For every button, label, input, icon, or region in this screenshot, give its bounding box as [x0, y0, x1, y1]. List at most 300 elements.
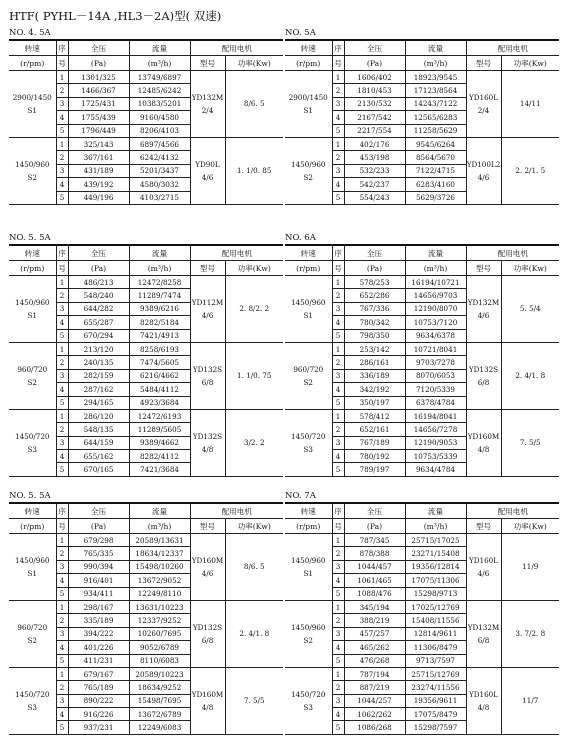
header-pressure: 全压 [68, 503, 129, 519]
pressure-cell: 578/253 [344, 276, 405, 289]
seq-cell: 3 [56, 302, 68, 315]
header-model: 型号 [190, 519, 225, 534]
seq-cell: 3 [332, 694, 344, 707]
fan-performance-table [285, 502, 559, 735]
table-label: NO. 5A [285, 28, 316, 38]
motor-model: YD132S [468, 364, 499, 374]
pressure-cell: 679/298 [68, 534, 129, 547]
flow-cell: 15498/10260 [129, 560, 190, 573]
pressure-cell: 765/335 [68, 547, 129, 560]
speed-cell [9, 342, 56, 409]
fan-performance-table [285, 39, 559, 205]
header-seq-2: 号 [56, 519, 68, 534]
seq-cell: 2 [56, 356, 68, 369]
flow-cell: 23274/11556 [405, 681, 466, 694]
seq-cell: 4 [332, 708, 344, 721]
flow-cell: 8282/4112 [129, 450, 190, 463]
stage-label: S3 [303, 444, 313, 454]
seq-cell: 1 [56, 137, 68, 150]
motor-model-cell [466, 137, 501, 204]
table-row [285, 342, 559, 355]
header-seq: 序 [56, 245, 68, 261]
pressure-cell: 780/342 [344, 316, 405, 329]
motor-poles: 4/6 [201, 172, 214, 182]
table-row [9, 276, 283, 289]
header-seq-2: 号 [332, 56, 344, 71]
header-power: 功率(Kw) [501, 56, 559, 71]
motor-poles: 4/6 [201, 568, 214, 578]
seq-cell: 3 [56, 627, 68, 640]
seq-cell: 3 [56, 436, 68, 449]
seq-cell: 5 [332, 191, 344, 204]
seq-cell: 2 [56, 681, 68, 694]
speed-cell [9, 534, 56, 601]
motor-poles: 6/8 [201, 377, 214, 387]
seq-cell: 3 [332, 627, 344, 640]
flow-cell: 17075/8479 [405, 708, 466, 721]
pressure-cell: 644/159 [68, 436, 129, 449]
seq-cell: 3 [56, 164, 68, 177]
speed-value: 1450/960 [291, 297, 326, 307]
stage-label: S1 [303, 568, 313, 578]
seq-cell: 5 [332, 463, 344, 476]
flow-cell: 13672/6789 [129, 708, 190, 721]
table-label: NO. 5. 5A [9, 233, 51, 243]
motor-model-cell [466, 600, 501, 667]
header-flow: 流量 [129, 503, 190, 519]
pressure-cell: 887/219 [344, 681, 405, 694]
pressure-cell: 798/350 [344, 329, 405, 342]
pressure-cell: 298/167 [68, 600, 129, 613]
header-power: 功率(Kw) [225, 519, 283, 534]
header-pressure: 全压 [344, 503, 405, 519]
pressure-cell: 652/161 [344, 423, 405, 436]
seq-cell: 2 [332, 356, 344, 369]
motor-poles: 2/4 [201, 105, 214, 115]
flow-cell: 9634/4784 [405, 463, 466, 476]
pressure-cell: 532/233 [344, 164, 405, 177]
stage-label: S2 [27, 635, 37, 645]
motor-model-cell [190, 342, 225, 409]
flow-cell: 7474/5605 [129, 356, 190, 369]
speed-cell [285, 409, 332, 476]
seq-cell: 2 [56, 84, 68, 97]
seq-cell: 1 [56, 600, 68, 613]
header-seq: 序 [56, 503, 68, 519]
motor-poles: 2/4 [477, 105, 490, 115]
pressure-cell: 367/161 [68, 151, 129, 164]
fan-table-block [285, 27, 559, 205]
header-seq-2: 号 [56, 261, 68, 276]
speed-value: 1450/960 [15, 159, 50, 169]
stage-label: S2 [27, 377, 37, 387]
motor-power-cell: 11/7 [501, 667, 559, 734]
pressure-cell: 411/231 [68, 654, 129, 667]
pressure-cell: 345/194 [344, 600, 405, 613]
seq-cell: 3 [332, 436, 344, 449]
header-model: 型号 [466, 519, 501, 534]
seq-cell: 1 [56, 71, 68, 84]
table-row [285, 276, 559, 289]
motor-power-cell: 2. 4/1. 8 [501, 342, 559, 409]
motor-model-cell [190, 600, 225, 667]
stage-label: S2 [303, 635, 313, 645]
flow-cell: 23271/15408 [405, 547, 466, 560]
header-power: 功率(Kw) [225, 56, 283, 71]
table-row [9, 137, 283, 150]
header-seq-2: 号 [332, 519, 344, 534]
seq-cell: 4 [56, 383, 68, 396]
seq-cell: 3 [332, 302, 344, 315]
header-seq-2: 号 [56, 56, 68, 71]
pressure-cell: 286/120 [68, 409, 129, 422]
flow-cell: 12485/6242 [129, 84, 190, 97]
pressure-cell: 457/257 [344, 627, 405, 640]
header-pressure-unit: (Pa) [344, 261, 405, 276]
seq-cell: 4 [332, 111, 344, 124]
seq-cell: 3 [332, 560, 344, 573]
header-seq: 序 [332, 40, 344, 56]
page-title: HTF( PYHL－14A ,HL3－2A)型( 双速) [9, 9, 222, 23]
seq-cell: 5 [332, 721, 344, 734]
pressure-cell: 916/226 [68, 708, 129, 721]
motor-poles: 4/8 [201, 444, 214, 454]
motor-model: YD90L [195, 159, 220, 169]
motor-model: YD132M [191, 92, 224, 102]
flow-cell: 10753/7120 [405, 316, 466, 329]
pressure-cell: 253/142 [344, 342, 405, 355]
table-label: NO. 7A [285, 491, 316, 501]
seq-cell: 3 [332, 369, 344, 382]
flow-cell: 25715/12769 [405, 667, 466, 680]
flow-cell: 9713/7597 [405, 654, 466, 667]
seq-cell: 5 [56, 396, 68, 409]
header-seq-2: 号 [332, 261, 344, 276]
fan-table-block [9, 232, 283, 477]
header-flow: 流量 [405, 40, 466, 56]
header-pressure: 全压 [344, 245, 405, 261]
flow-cell: 14243/7122 [405, 97, 466, 110]
header-model: 型号 [190, 261, 225, 276]
motor-power-cell: 8/6. 5 [225, 71, 283, 138]
motor-model: YD132S [192, 431, 223, 441]
flow-cell: 12565/6283 [405, 111, 466, 124]
pressure-cell: 1810/453 [344, 84, 405, 97]
flow-cell: 6897/4566 [129, 137, 190, 150]
flow-cell: 16194/10721 [405, 276, 466, 289]
seq-cell: 3 [56, 97, 68, 110]
speed-cell [285, 342, 332, 409]
seq-cell: 3 [332, 97, 344, 110]
pressure-cell: 787/345 [344, 534, 405, 547]
pressure-cell: 1466/367 [68, 84, 129, 97]
pressure-cell: 1088/476 [344, 587, 405, 600]
header-speed-unit: (r/pm) [285, 519, 332, 534]
flow-cell: 12249/8110 [129, 587, 190, 600]
motor-poles: 6/8 [477, 377, 490, 387]
seq-cell: 5 [332, 396, 344, 409]
flow-cell: 10260/7695 [129, 627, 190, 640]
header-flow: 流量 [405, 503, 466, 519]
pressure-cell: 990/394 [68, 560, 129, 573]
flow-cell: 10753/5339 [405, 450, 466, 463]
fan-performance-table [9, 502, 283, 735]
pressure-cell: 548/240 [68, 289, 129, 302]
motor-model: YD160M [191, 689, 224, 699]
header-flow-unit: (m³/h) [129, 56, 190, 71]
motor-poles: 4/6 [477, 310, 490, 320]
speed-value: 1450/720 [15, 689, 50, 699]
flow-cell: 9160/4580 [129, 111, 190, 124]
flow-cell: 19356/9611 [405, 694, 466, 707]
motor-power-cell: 14/11 [501, 71, 559, 138]
header-power: 功率(Kw) [225, 261, 283, 276]
flow-cell: 15298/7597 [405, 721, 466, 734]
motor-power-cell: 1. 1/0. 85 [225, 137, 283, 204]
flow-cell: 17025/12769 [405, 600, 466, 613]
flow-cell: 9703/7278 [405, 356, 466, 369]
header-flow: 流量 [405, 245, 466, 261]
pressure-cell: 465/262 [344, 641, 405, 654]
pressure-cell: 335/189 [68, 614, 129, 627]
seq-cell: 2 [332, 151, 344, 164]
seq-cell: 5 [56, 329, 68, 342]
speed-value: 1450/720 [291, 689, 326, 699]
header-pressure: 全压 [68, 40, 129, 56]
header-flow-unit: (m³/h) [129, 261, 190, 276]
flow-cell: 7122/4715 [405, 164, 466, 177]
seq-cell: 2 [332, 84, 344, 97]
speed-cell [285, 71, 332, 138]
flow-cell: 8110/6083 [129, 654, 190, 667]
header-speed: 转速 [285, 503, 332, 519]
seq-cell: 1 [332, 409, 344, 422]
header-seq: 序 [332, 245, 344, 261]
seq-cell: 1 [332, 600, 344, 613]
seq-cell: 4 [56, 316, 68, 329]
motor-model-cell [466, 534, 501, 601]
pressure-cell: 1044/457 [344, 560, 405, 573]
motor-power-cell: 5. 5/4 [501, 276, 559, 343]
flow-cell: 6378/4784 [405, 396, 466, 409]
pressure-cell: 767/189 [344, 436, 405, 449]
header-speed-unit: (r/pm) [285, 56, 332, 71]
seq-cell: 5 [56, 587, 68, 600]
header-flow-unit: (m³/h) [405, 519, 466, 534]
motor-model: YD132M [467, 622, 500, 632]
pressure-cell: 644/282 [68, 302, 129, 315]
table-row [9, 667, 283, 680]
pressure-cell: 554/243 [344, 191, 405, 204]
motor-model: YD160L [469, 555, 498, 565]
seq-cell: 5 [56, 191, 68, 204]
speed-cell [9, 71, 56, 138]
seq-cell: 2 [332, 289, 344, 302]
motor-power-cell: 2. 8/2. 2 [225, 276, 283, 343]
stage-label: S2 [303, 377, 313, 387]
seq-cell: 1 [56, 409, 68, 422]
flow-cell: 20589/13631 [129, 534, 190, 547]
header-pressure-unit: (Pa) [68, 261, 129, 276]
pressure-cell: 325/143 [68, 137, 129, 150]
header-speed-unit: (r/pm) [9, 519, 56, 534]
stage-label: S1 [27, 568, 37, 578]
flow-cell: 5484/4112 [129, 383, 190, 396]
pressure-cell: 350/197 [344, 396, 405, 409]
pressure-cell: 780/192 [344, 450, 405, 463]
pressure-cell: 394/222 [68, 627, 129, 640]
seq-cell: 5 [56, 463, 68, 476]
motor-poles: 4/8 [201, 702, 214, 712]
fan-table-block [9, 27, 283, 205]
seq-cell: 4 [56, 641, 68, 654]
seq-cell: 2 [56, 547, 68, 560]
table-label: NO. 4. 5A [9, 28, 51, 38]
pressure-cell: 240/135 [68, 356, 129, 369]
speed-value: 2900/1450 [12, 92, 52, 102]
motor-poles: 6/8 [477, 635, 490, 645]
motor-poles: 4/6 [201, 310, 214, 320]
table-row [285, 137, 559, 150]
header-model: 型号 [190, 56, 225, 71]
motor-model: YD132S [192, 622, 223, 632]
motor-model-cell [190, 137, 225, 204]
header-flow: 流量 [129, 40, 190, 56]
pressure-cell: 294/165 [68, 396, 129, 409]
flow-cell: 14656/7278 [405, 423, 466, 436]
flow-cell: 9545/6264 [405, 137, 466, 150]
motor-power-cell: 8/6. 5 [225, 534, 283, 601]
table-row [285, 534, 559, 547]
flow-cell: 4580/3032 [129, 178, 190, 191]
table-label: NO. 5. 5A [9, 491, 51, 501]
seq-cell: 5 [332, 587, 344, 600]
flow-cell: 15498/7695 [129, 694, 190, 707]
flow-cell: 4923/3684 [129, 396, 190, 409]
seq-cell: 3 [56, 560, 68, 573]
motor-power-cell: 11/9 [501, 534, 559, 601]
flow-cell: 12472/6193 [129, 409, 190, 422]
flow-cell: 12190/9053 [405, 436, 466, 449]
flow-cell: 11289/7474 [129, 289, 190, 302]
flow-cell: 20589/10223 [129, 667, 190, 680]
header-pressure-unit: (Pa) [68, 56, 129, 71]
header-power: 功率(Kw) [501, 261, 559, 276]
seq-cell: 4 [332, 450, 344, 463]
seq-cell: 5 [332, 124, 344, 137]
seq-cell: 1 [56, 342, 68, 355]
flow-cell: 16194/8041 [405, 409, 466, 422]
motor-model-cell [466, 71, 501, 138]
speed-cell [9, 600, 56, 667]
flow-cell: 13672/9052 [129, 574, 190, 587]
flow-cell: 7421/3684 [129, 463, 190, 476]
pressure-cell: 439/192 [68, 178, 129, 191]
pressure-cell: 282/159 [68, 369, 129, 382]
stage-label: S2 [303, 172, 313, 182]
motor-poles: 4/6 [477, 568, 490, 578]
stage-label: S1 [27, 310, 37, 320]
pressure-cell: 286/161 [344, 356, 405, 369]
flow-cell: 6242/4132 [129, 151, 190, 164]
fan-table-block [285, 490, 559, 735]
pressure-cell: 213/120 [68, 342, 129, 355]
speed-cell [285, 276, 332, 343]
seq-cell: 1 [332, 137, 344, 150]
motor-model-cell [190, 667, 225, 734]
header-speed: 转速 [9, 245, 56, 261]
speed-value: 1450/720 [15, 431, 50, 441]
table-row [285, 71, 559, 84]
pressure-cell: 1086/268 [344, 721, 405, 734]
header-flow-unit: (m³/h) [129, 519, 190, 534]
flow-cell: 7421/4913 [129, 329, 190, 342]
stage-label: S3 [303, 702, 313, 712]
flow-cell: 18634/9252 [129, 681, 190, 694]
seq-cell: 4 [332, 641, 344, 654]
pressure-cell: 787/194 [344, 667, 405, 680]
pressure-cell: 1725/431 [68, 97, 129, 110]
seq-cell: 5 [332, 654, 344, 667]
pressure-cell: 1061/465 [344, 574, 405, 587]
header-motor: 配用电机 [466, 503, 559, 519]
pressure-cell: 486/213 [68, 276, 129, 289]
header-seq: 序 [56, 40, 68, 56]
pressure-cell: 388/219 [344, 614, 405, 627]
seq-cell: 5 [56, 654, 68, 667]
seq-cell: 1 [332, 276, 344, 289]
pressure-cell: 1755/439 [68, 111, 129, 124]
pressure-cell: 890/222 [68, 694, 129, 707]
pressure-cell: 476/268 [344, 654, 405, 667]
flow-cell: 12249/6083 [129, 721, 190, 734]
seq-cell: 4 [332, 178, 344, 191]
pressure-cell: 2217/554 [344, 124, 405, 137]
seq-cell: 4 [56, 574, 68, 587]
pressure-cell: 655/287 [68, 316, 129, 329]
table-row [285, 409, 559, 422]
stage-label: S3 [27, 702, 37, 712]
seq-cell: 2 [56, 614, 68, 627]
pressure-cell: 878/388 [344, 547, 405, 560]
speed-value: 960/720 [293, 364, 324, 374]
speed-value: 1450/960 [15, 555, 50, 565]
table-row [9, 342, 283, 355]
flow-cell: 10383/5201 [129, 97, 190, 110]
motor-model: YD132S [192, 364, 223, 374]
pressure-cell: 1062/262 [344, 708, 405, 721]
seq-cell: 1 [332, 71, 344, 84]
flow-cell: 15298/9713 [405, 587, 466, 600]
seq-cell: 3 [332, 164, 344, 177]
header-speed: 转速 [9, 503, 56, 519]
seq-cell: 4 [332, 574, 344, 587]
flow-cell: 13749/6897 [129, 71, 190, 84]
flow-cell: 9052/6789 [129, 641, 190, 654]
table-row [9, 534, 283, 547]
flow-cell: 14656/9703 [405, 289, 466, 302]
header-motor: 配用电机 [190, 40, 283, 56]
motor-model: YD160M [467, 431, 500, 441]
flow-cell: 8564/5670 [405, 151, 466, 164]
seq-cell: 2 [56, 151, 68, 164]
pressure-cell: 1606/402 [344, 71, 405, 84]
header-pressure-unit: (Pa) [68, 519, 129, 534]
motor-model: YD160M [191, 555, 224, 565]
speed-cell [9, 667, 56, 734]
speed-cell [9, 137, 56, 204]
seq-cell: 4 [332, 316, 344, 329]
